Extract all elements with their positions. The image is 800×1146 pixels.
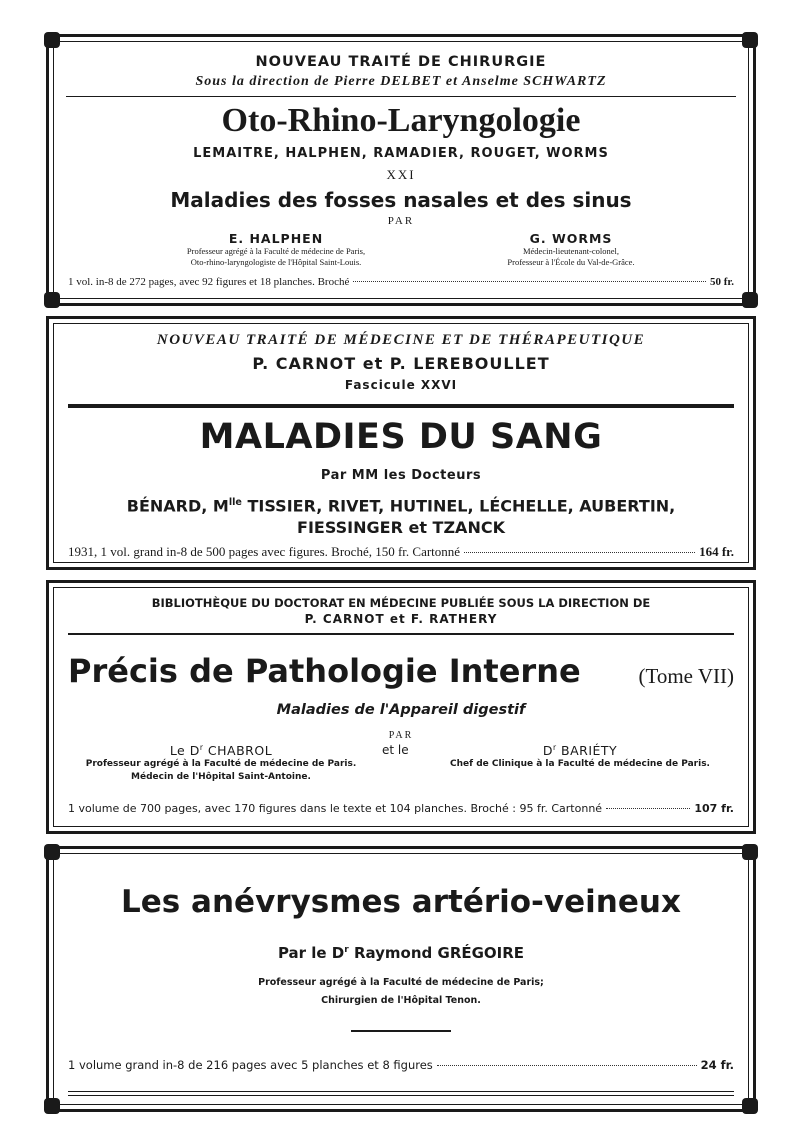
ad-maladies-du-sang bbox=[46, 316, 756, 570]
divider bbox=[66, 96, 736, 97]
tome-label: (Tome VII) bbox=[638, 664, 734, 688]
author-desc: Oto-rhino-laryngologiste de l'Hôpital Saint-Louis. bbox=[190, 257, 362, 267]
leader-dots bbox=[353, 281, 706, 282]
edition-info: 1 vol. in-8 de 272 pages, avec 92 figures et 18 planches. Broché bbox=[68, 276, 350, 288]
author-block bbox=[116, 231, 436, 268]
divider bbox=[351, 1030, 451, 1032]
leader-dots bbox=[606, 808, 690, 809]
leader-dots bbox=[437, 1065, 697, 1066]
book-title: Oto-Rhino-Laryngologie bbox=[221, 102, 581, 139]
book-title: Précis de Pathologie Interne bbox=[68, 652, 581, 690]
book-subtitle: Maladies de l'Appareil digestif bbox=[276, 702, 526, 718]
ad-precis-pathologie-interne bbox=[46, 580, 756, 834]
author-name bbox=[420, 743, 740, 758]
series-title: NOUVEAU TRAITÉ DE MÉDECINE ET DE THÉRAPEUTIQUE bbox=[156, 332, 646, 348]
editors-line: P. CARNOT et P. LEREBOULLET bbox=[252, 354, 550, 373]
divider bbox=[68, 404, 734, 408]
corner-ornament bbox=[742, 32, 758, 48]
author-desc: Professeur agrégé à la Faculté de médecine de Paris, bbox=[186, 246, 366, 256]
divider bbox=[68, 633, 734, 635]
price: 24 fr. bbox=[700, 1058, 734, 1072]
corner-ornament bbox=[742, 292, 758, 308]
authors-line: LEMAITRE, HALPHEN, RAMADIER, ROUGET, WORMS bbox=[193, 146, 609, 161]
book-title: Les anévrysmes artério-veineux bbox=[121, 884, 681, 920]
corner-ornament bbox=[44, 844, 60, 860]
authors-text: TISSIER, RIVET, HUTINEL, LÉCHELLE, AUBERTIN, bbox=[241, 496, 676, 516]
author-desc: Chirurgien de l'Hôpital Tenon. bbox=[321, 995, 481, 1006]
by-line: Par MM les Docteurs bbox=[320, 468, 482, 483]
et-le: et le bbox=[382, 743, 409, 757]
author-block bbox=[426, 231, 716, 268]
author-desc: Médecin-lieutenant-colonel, bbox=[522, 246, 620, 256]
superscript: r bbox=[552, 743, 557, 752]
book-title: MALADIES DU SANG bbox=[199, 417, 603, 457]
price: 164 fr. bbox=[699, 544, 734, 559]
series-title: BIBLIOTHÈQUE DU DOCTORAT EN MÉDECINE PUBLIÉE SOUS LA DIRECTION DE bbox=[151, 596, 651, 610]
superscript: lle bbox=[228, 497, 242, 508]
author-name bbox=[76, 743, 366, 758]
author-desc-block bbox=[46, 974, 756, 1010]
double-rule bbox=[68, 1091, 734, 1096]
corner-ornament bbox=[44, 292, 60, 308]
direction-line: Sous la direction de Pierre DELBET et Anselme SCHWARTZ bbox=[195, 74, 607, 89]
corner-ornament bbox=[742, 1098, 758, 1114]
author-desc: Médecin de l'Hôpital Saint-Antoine. bbox=[131, 772, 311, 783]
authors-text: FIESSINGER et TZANCK bbox=[297, 518, 505, 538]
editors-line: P. CARNOT et F. RATHERY bbox=[304, 612, 498, 626]
by-line bbox=[46, 944, 756, 962]
edition-info: 1 volume grand in-8 de 216 pages avec 5 planches et 8 figures bbox=[68, 1058, 433, 1072]
author-desc: Professeur agrégé à la Faculté de médecine de Paris. bbox=[85, 759, 357, 770]
price-line bbox=[68, 544, 734, 560]
price: 107 fr. bbox=[694, 802, 734, 815]
series-title: NOUVEAU TRAITÉ DE CHIRURGIE bbox=[255, 54, 547, 70]
author-surname: CHABROL bbox=[203, 743, 273, 759]
by-prefix: Par le D bbox=[277, 944, 345, 962]
author-desc: Professeur à l'École du Val-de-Grâce. bbox=[507, 257, 635, 267]
author-name: E. HALPHEN bbox=[228, 231, 324, 246]
author-name: Raymond GRÉGOIRE bbox=[348, 944, 525, 962]
corner-ornament bbox=[44, 1098, 60, 1114]
authors-list bbox=[46, 492, 756, 539]
corner-ornament bbox=[44, 32, 60, 48]
author-prefix: Le D bbox=[169, 743, 200, 759]
ad-oto-rhino-laryngologie bbox=[46, 34, 756, 306]
price-line bbox=[68, 276, 734, 288]
corner-ornament bbox=[742, 844, 758, 860]
price: 50 fr. bbox=[709, 276, 734, 288]
par-label: PAR bbox=[388, 730, 414, 741]
ad-anevrysmes-arterio-veineux bbox=[46, 846, 756, 1112]
author-name: G. WORMS bbox=[529, 231, 613, 246]
superscript: r bbox=[199, 743, 204, 752]
par-label: PAR bbox=[387, 215, 415, 227]
price-line bbox=[68, 1058, 734, 1072]
author-desc: Chef de Clinique à la Faculté de médecine de Paris. bbox=[450, 759, 710, 770]
leader-dots bbox=[464, 552, 695, 553]
author-surname: BARIÉTY bbox=[556, 743, 618, 759]
fascicule-label: Fascicule XXVI bbox=[344, 378, 458, 392]
edition-info: 1 volume de 700 pages, avec 170 figures dans le texte et 104 planches. Broché : 95 fr. Cartonné bbox=[68, 802, 603, 815]
volume-number: XXI bbox=[386, 167, 416, 182]
price-line bbox=[68, 802, 734, 815]
superscript: r bbox=[344, 945, 349, 955]
authors-text: BÉNARD, M bbox=[126, 496, 229, 516]
author-prefix: D bbox=[542, 743, 553, 759]
book-subtitle: Maladies des fosses nasales et des sinus bbox=[170, 188, 632, 212]
author-block bbox=[420, 743, 740, 771]
edition-info: 1931, 1 vol. grand in-8 de 500 pages avec figures. Broché, 150 fr. Cartonné bbox=[68, 544, 461, 559]
author-block bbox=[76, 743, 366, 784]
author-desc: Professeur agrégé à la Faculté de médecine de Paris; bbox=[258, 977, 544, 988]
